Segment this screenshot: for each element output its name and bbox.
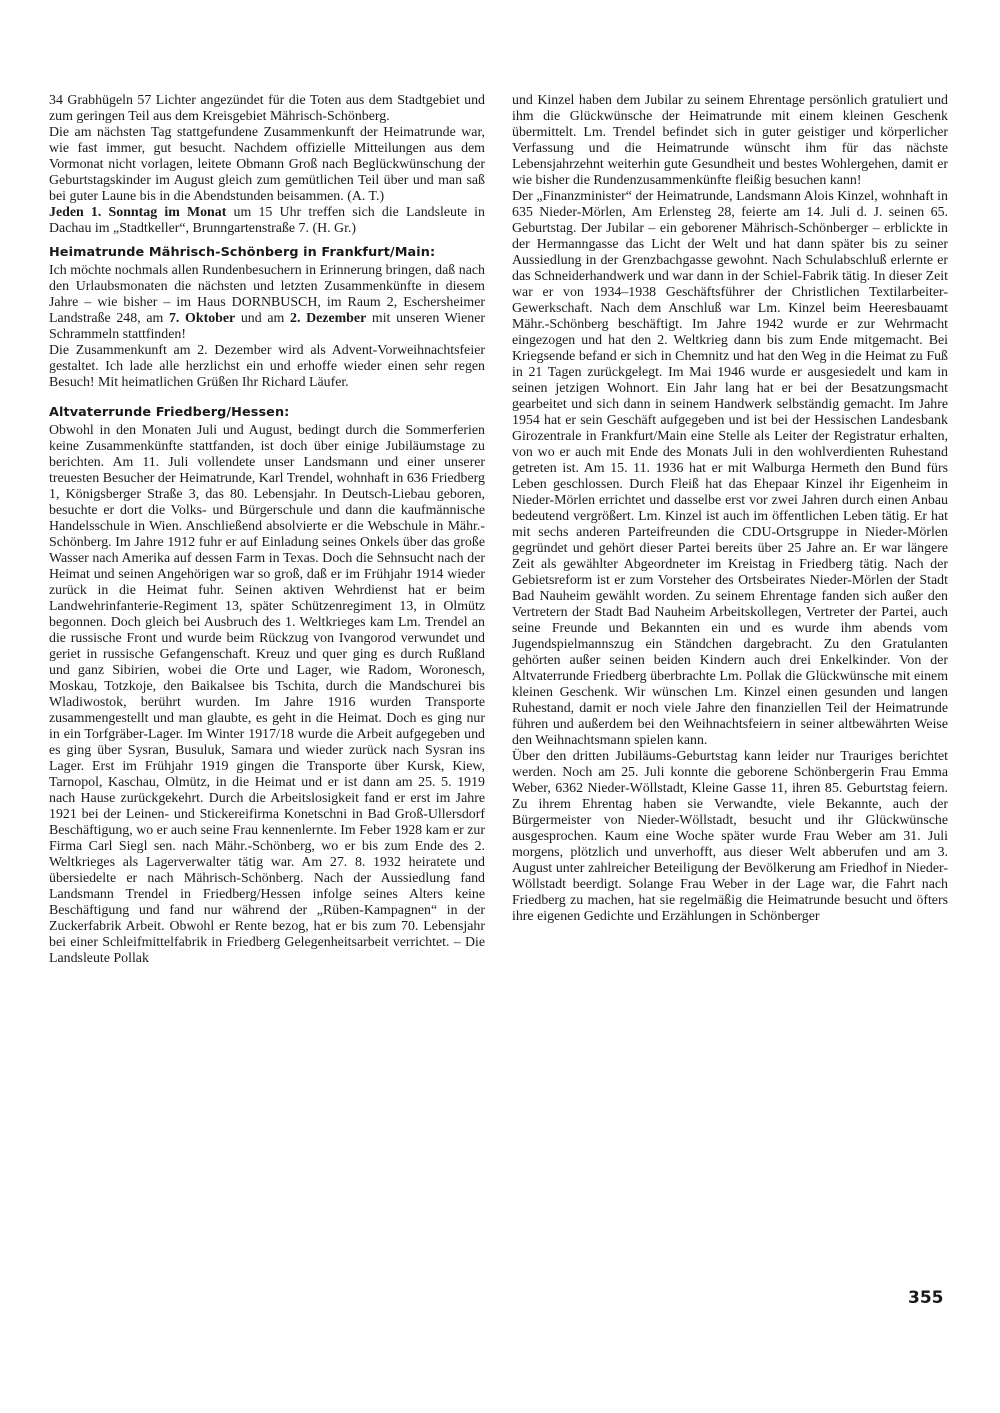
paragraph-trendel-continued: und Kinzel haben dem Jubilar zu seinem Ehrentage persönlich gratuliert und ihm die Glückwünsche der Heimatrunde mit einem kleinen Geschenk übermittelt. Lm. Trendel befindet sich in guter geistiger und körperlicher Verfassung und die Heimatrunde wünscht ihm für das nächste Lebensjahrzehnt weiterhin gute Gesundheit und bestes Wohlergehen, damit er wie bisher die Rundenzusammenkünfte fleißig besuchen kann! xyxy=(512,93,948,188)
paragraph-opening: 34 Grabhügeln 57 Lichter angezündet für die Toten aus dem Stadtgebiet und zum geringen Teil aus dem Kreisgebiet Mährisch-Schönberg. xyxy=(49,93,485,124)
paragraph-frankfurt-advent: Die Zusammenkunft am 2. Dezember wird als Advent-Vorweihnachtsfeier gestaltet. Ich lade alle herzlichst ein und erhoffe wieder einen sehr regen Besuch! Mit heimatlichen Grüßen Ihr Richard Läufer. xyxy=(49,343,485,390)
heading-friedberg: Altvaterrunde Friedberg/Hessen: xyxy=(49,405,290,420)
page-number: 355 xyxy=(908,1288,944,1308)
paragraph-frankfurt-dates xyxy=(49,263,485,343)
date-october: 7. Oktober xyxy=(168,311,236,326)
left-column xyxy=(49,93,485,967)
heading-frankfurt: Heimatrunde Mährisch-Schönberg in Frankfurt/Main: xyxy=(49,245,436,260)
paragraph-friedberg-trendel: Obwohl in den Monaten Juli und August, bedingt durch die Sommerferien keine Zusammenkünfte stattfanden, ist doch über einige Jubiläumstage zu berichten. Am 11. Juli vollendete unser Landsmann und einer unserer treuesten Besucher der Heimatrunde, Karl Trendel, wohnhaft in 636 Friedberg 1, Königsberger Straße 3, das 80. Lebensjahr. In Deutsch-Liebau geboren, besuchte er dort die Volks- und Bürgerschule und dann die kaufmännische Handelsschule in Wien. Anschließend absolvierte er die Webschule in Mähr.-Schönberg. Im Jahre 1912 fuhr er auf Einladung seines Onkels über das große Wasser nach Amerika auf dessen Farm in Texas. Doch die Sehnsucht nach der Heimat und seinen Angehörigen war so groß, daß er im Frühjahr 1914 wieder zurück in die Heimat fuhr. Seinen aktiven Wehrdienst hat er beim Landwehrinfanterie-Regiment 13, später Schützenregiment 13, in Olmütz begonnen. Doch gleich bei Ausbruch des 1. Weltkrieges kam Lm. Trendel an die russische Front und wurde beim Rückzug von Ivangorod verwundet und geriet in russische Gefangenschaft. Kreuz und quer ging es durch Rußland und ganz Sibirien, wobei die Orte und Lager, wie Radom, Woronesch, Moskau, Totzkoje, den Baikalsee bis Tschita, durch die Mandschurei bis Wladiwostok, berührt wurden. Im Jahre 1916 wurden Transporte zusammengestellt und man glaubte, es geht in die Heimat. Doch es ging nur in ein Torfgräber-Lager. Im Winter 1917/18 wurde die Arbeit aufgegeben und es ging über Sysran, Busuluk, Samara und wieder zurück nach Sysran ins Lager. Erst im Frühjahr 1919 gingen die Transporte über Kursk, Kiew, Tarnopol, Kaschau, Olmütz, in die Heimat und er ist dann am 25. 5. 1919 nach Hause zurückgekehrt. Durch die Arbeitslosigkeit fand er erst im Jahre 1921 bei der Leinen- und Stickereifirma Konetschni in Bad Groß-Ullersdorf Beschäftigung, wo er auch seine Frau kennenlernte. Im Feber 1928 kam er zur Firma Carl Siegl sen. nach Mähr.-Schönberg, wo er bis zum Ende des 2. Weltkrieges als Lagerverwalter tätig war. Am 27. 8. 1932 heiratete und übersiedelte er nach Mährisch-Schönberg. Nach der Aussiedlung fand Landsmann Trendel in Friedberg/Hessen infolge seines Alters keine Beschäftigung und fand nur während der „Rüben-Kampagnen“ in der Zuckerfabrik Arbeit. Obwohl er Rente bezog, hat er bis zum 70. Lebensjahr bei einer Schleifmittelfabrik in Friedberg Gelegenheitsarbeit verrichtet. – Die Landsleute Pollak xyxy=(49,423,485,966)
paragraph-meeting-report: Die am nächsten Tag stattgefundene Zusammenkunft der Heimatrunde war, wie fast immer, gut besucht. Nachdem offizielle Mitteilungen aus dem Vormonat nicht vorlagen, leitete Obmann Groß nach Beglückwünschung der Geburtstagskinder im August gleich zum gemütlichen Teil über und man saß bei guter Laune bis in die Abendstunden beisammen. (A. T.) xyxy=(49,125,485,204)
meeting-day-emphasis: Jeden 1. Sonntag im Monat xyxy=(49,205,227,220)
frankfurt-text-3: mit unseren Wiener Schrammeln stattfinden! xyxy=(49,311,485,342)
date-december: 2. Dezember xyxy=(290,311,367,326)
frankfurt-text-1: Ich möchte nochmals allen Rundenbesuchern in Erinnerung bringen, daß nach den Urlaubsmonaten die nächsten und letzten Zusammenkünfte in diesem Jahre – wie bisher – im Haus DORNBUSCH, im Raum 2, Eschersheimer Landstraße 248, am xyxy=(49,263,485,326)
frankfurt-text-2: und am xyxy=(235,311,290,326)
paragraph-kinzel-birthday: Der „Finanzminister“ der Heimatrunde, Landsmann Alois Kinzel, wohnhaft in 635 Nieder-Mörlen, Am Erlensteg 28, feierte am 14. Juli d. J. seinen 65. Geburtstag. Der Jubilar – ein geborener Mährisch-Schönberger – erblickte in der Hermanngasse das Licht der Welt und hat dann später bis zu seiner Aussiedlung in der Grenzbachgasse gewohnt. Nach Schulabschluß erlernte er das Schneiderhandwerk und war dann in der Schiel-Fabrik tätig. In dieser Zeit war er von 1934–1938 Geschäftsführer der Christlichen Textilarbeiter-Gewerkschaft. Nach dem Anschluß war Lm. Kinzel beim Heeresbauamt Mähr.-Schönberg beschäftigt. Im Jahre 1942 wurde er zur Wehrmacht eingezogen und hat den 2. Weltkrieg dann bis zum Ende mitgemacht. Bei Kriegsende befand er sich in Chemnitz und hat den Weg in die Heimat zu Fuß in 21 Tagen zurückgelegt. Im Mai 1946 wurde er ausgesiedelt und kam in seinen jetzigen Wohnort. Ein Jahr lang hat er bei der Besatzungsmacht gearbeitet und sich dann in seinem Handwerk selbständig gemacht. Im Jahre 1954 hat er sein Geschäft aufgegeben und ist bei der Hessischen Landesbank Girozentrale in Frankfurt/Main eine Stelle als Leiter der Registratur erhalten, von wo er auch mit Ende des Monats Juli in den wohlverdienten Ruhestand getreten ist. Am 15. 11. 1936 hat er mit Walburga Hermeth den Bund fürs Leben geschlossen. Durch Fleiß hat das Ehepaar Kinzel ihr Eigenheim in Nieder-Mörlen errichtet und dasselbe erst vor zwei Jahren durch einen Anbau bedeutend vergrößert. Lm. Kinzel ist auch im öffentlichen Leben tätig. Er hat mit sechs anderen Parteifreunden die CDU-Ortsgruppe in Nieder-Mörlen gegründet und gehört dieser Partei bereits über 25 Jahre an. Er war längere Zeit als gewählter Abgeordneter im Kreistag in Friedberg tätig. Nach der Gebietsreform ist er zum Vorsteher des Ortsbeirates Nieder-Mörlen der Stadt Bad Nauheim gewählt worden. Zu seinem Ehrentage fanden sich außer den Vertretern der Stadt Bad Nauheim Arbeitskollegen, Vertreter der Partei, auch seine Freunde und Bekannten ein und es wurde ihm abends vom Jugendspielmannszug ein Ständchen dargebracht. Zu den Gratulanten gehörten außer seinen beiden Kindern auch drei Enkelkinder. Von der Altvaterrunde Friedberg überbrachte Lm. Pollak die Glückwünsche mit einem kleinen Geschenk. Wir wünschen Lm. Kinzel einen gesunden und langen Ruhestand, damit er noch viele Jahre den finanziellen Teil der Heimatrunde führen und außerdem bei den Weihnachtsfeiern in seiner altbewährten Weise den Weihnachtsmann spielen kann. xyxy=(512,189,948,748)
paragraph-dachau-meeting xyxy=(49,205,485,237)
right-column xyxy=(512,93,948,925)
paragraph-weber-obituary: Über den dritten Jubiläums-Geburtstag kann leider nur Trauriges berichtet werden. Noch am 25. Juli konnte die geborene Schönbergerin Frau Emma Weber, 6362 Nieder-Wöllstadt, Kleine Gasse 11, ihren 85. Geburtstag feiern. Zu ihrem Ehrentag haben sie Verwandte, viele Bekannte, auch der Bürgermeister von Nieder-Wöllstadt, besucht und ihr Glückwünsche ausgesprochen. Kaum eine Woche später wurde Frau Weber am 31. Juli morgens, plötzlich und unverhofft, aus dieser Welt abberufen und am 3. August unter zahlreicher Beteiligung der Bevölkerung am Friedhof in Nieder-Wöllstadt beerdigt. Solange Frau Weber in der Lage war, die Fahrt nach Friedberg zu machen, hat sie regelmäßig die Heimatrunde besucht und öfters ihre eigenen Gedichte und Erzählungen in Schönberger xyxy=(512,749,948,924)
meeting-details: um 15 Uhr treffen sich die Landsleute in Dachau im „Stadtkeller“, Brunngartenstraße 7. (H. Gr.) xyxy=(49,205,485,236)
